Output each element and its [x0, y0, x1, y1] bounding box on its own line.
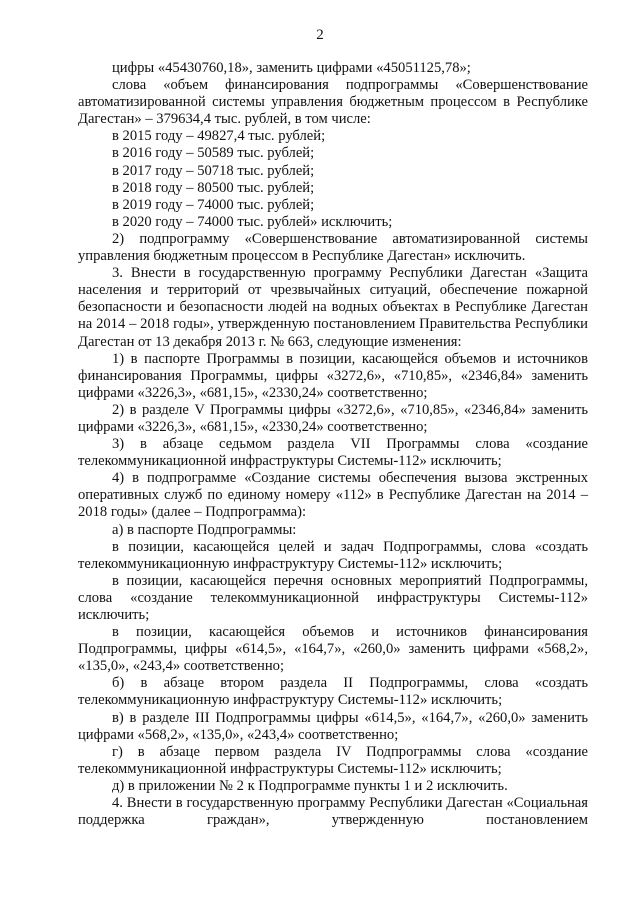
paragraph: а) в паспорте Подпрограммы: — [112, 521, 297, 538]
document-body — [78, 60, 588, 829]
paragraph: в 2015 году – 49827,4 тыс. рублей; — [112, 128, 326, 145]
paragraph: г) в абзаце первом раздела IV Подпрограммы слова «создание телекоммуникационной инфраструктуры Системы-112» исключить; — [78, 743, 588, 777]
paragraph: в 2020 году – 74000 тыс. рублей» исключить; — [112, 213, 393, 230]
paragraph: 4) в подпрограмме «Создание системы обеспечения вызова экстренных оперативных служб по единому номеру «112» в Республике Дагестан на 2014 – 2018 годы» (далее – Подпрограмма): — [78, 470, 588, 521]
paragraph: в позиции, касающейся целей и задач Подпрограммы, слова «создать телекоммуникационную инфраструктуру Системы-112» исключить; — [78, 538, 588, 572]
paragraph: в 2017 году – 50718 тыс. рублей; — [112, 162, 315, 179]
paragraph: в 2019 году – 74000 тыс. рублей; — [112, 196, 315, 213]
paragraph: в 2018 году – 80500 тыс. рублей; — [112, 179, 315, 196]
paragraph: в 2016 году – 50589 тыс. рублей; — [112, 145, 315, 162]
page-number: 2 — [316, 27, 324, 43]
paragraph: слова «объем финансирования подпрограммы «Совершенствование автоматизированной системы управления бюджетным процессом в Республике Дагестан» – 379634,4 тыс. рублей, в том числе: — [78, 77, 588, 128]
paragraph: 4. Внести в государственную программу Республики Дагестан «Социальная поддержка граждан», утвержденную постановлением — [78, 795, 588, 829]
paragraph: в позиции, касающейся объемов и источников финансирования Подпрограммы, цифры «614,5», «164,7», «260,0» заменить цифрами «568,2», «135,0», «243,4» соответственно; — [78, 624, 588, 675]
paragraph: 2) подпрограмму «Совершенствование автоматизированной системы управления бюджетным процессом в Республике Дагестан» исключить. — [78, 230, 588, 265]
paragraph: 3. Внести в государственную программу Республики Дагестан «Защита населения и территорий от чрезвычайных ситуаций, обеспечение пожарной безопасности и безопасности людей на водных объектах в Республике Дагестан на 2014 – 2018 годы», утвержденную постановлением Правительства Республики Дагестан от 13 декабря 2013 г. № 663, следующие изменения: — [78, 265, 588, 350]
paragraph: в) в разделе III Подпрограммы цифры «614,5», «164,7», «260,0» заменить цифрами «568,2», «135,0», «243,4» соответственно; — [78, 709, 588, 743]
paragraph: 2) в разделе V Программы цифры «3272,6», «710,85», «2346,84» заменить цифрами «3226,3», «681,15», «2330,24» соответственно; — [78, 401, 588, 435]
paragraph: 3) в абзаце седьмом раздела VII Программы слова «создание телекоммуникационной инфраструктуры Системы-112» исключить; — [78, 436, 588, 470]
paragraph: б) в абзаце втором раздела II Подпрограммы, слова «создать телекоммуникационную инфраструктуру Системы-112» исключить; — [78, 675, 588, 709]
paragraph: цифры «45430760,18», заменить цифрами «45051125,78»; — [112, 60, 471, 76]
paragraph: 1) в паспорте Программы в позиции, касающейся объемов и источников финансирования Программы, цифры «3272,6», «710,85», «2346,84» заменить цифрами «3226,3», «681,15», «2330,24» соответственно; — [78, 350, 588, 401]
paragraph: д) в приложении № 2 к Подпрограмме пункты 1 и 2 исключить. — [112, 777, 508, 794]
paragraph: в позиции, касающейся перечня основных мероприятий Подпрограммы, слова «создание телекоммуникационной инфраструктуры Системы-112» исключить; — [78, 572, 588, 623]
